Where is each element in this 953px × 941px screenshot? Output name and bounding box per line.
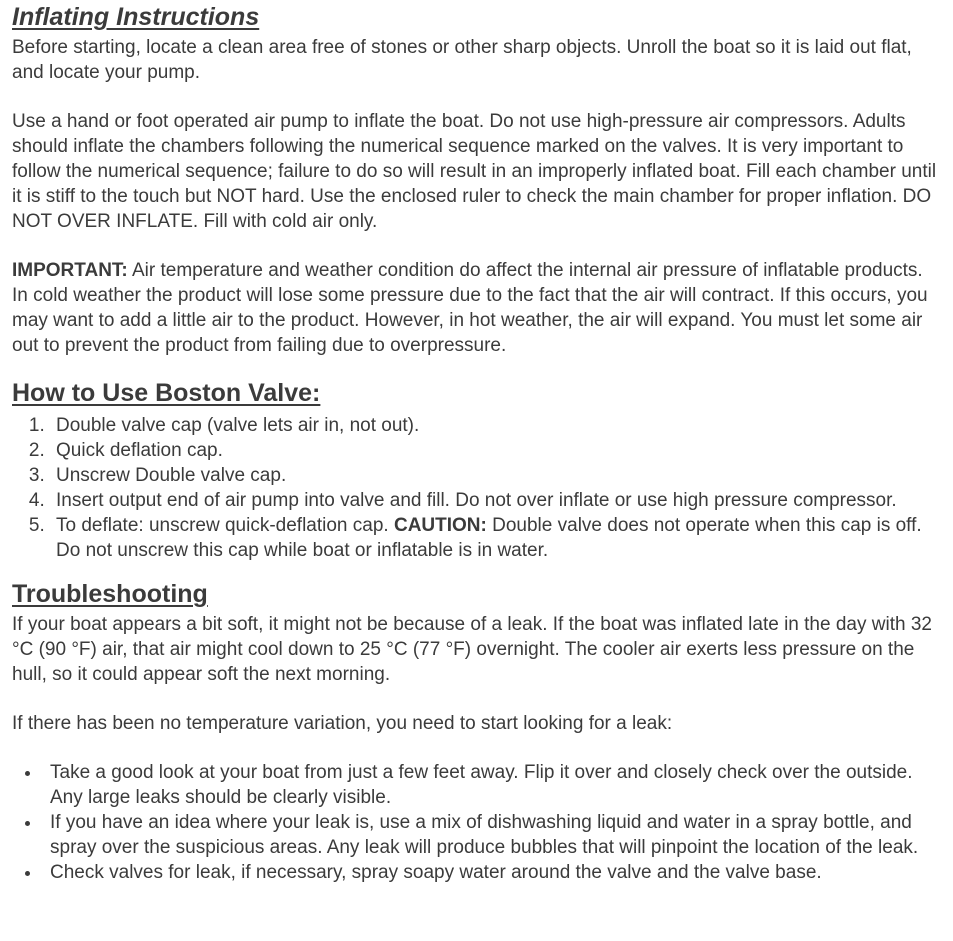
paragraph-pump-usage: Use a hand or foot operated air pump to inflate the boat. Do not use high-pressure air compressors. Adults should inflate the chambers following the numerical sequence marked on the valves. It is very important to follow the numerical sequence; failure to do so will result in an improperly inflated boat. Fill each chamber until it is stiff to the touch but NOT hard. Use the enclosed ruler to check the main chamber for proper inflation. DO NOT OVER INFLATE. Fill with cold air only. [12, 111, 937, 232]
valve-step-3: 3. Unscrew Double valve cap. [50, 463, 943, 488]
section-inflating-instructions [12, 2, 943, 358]
heading-inflating-instructions: Inflating Instructions [12, 3, 260, 31]
heading-troubleshooting: Troubleshooting [12, 580, 208, 608]
paragraph-prepare-area: Before starting, locate a clean area free of stones or other sharp objects. Unroll the boat so it is laid out flat, and locate your pump. [12, 37, 912, 83]
important-label: IMPORTANT: [12, 260, 128, 281]
section-troubleshooting [12, 579, 943, 885]
leak-check-visual-inspection: • Take a good look at your boat from just a few feet away. Flip it over and closely check over the outside. Any large leaks should be clearly visible. [42, 760, 943, 810]
heading-boston-valve: How to Use Boston Valve: [12, 379, 321, 407]
boston-valve-steps-list [12, 413, 943, 563]
leak-checks-list [12, 760, 943, 885]
paragraph-important [12, 258, 943, 358]
valve-step-2: 2. Quick deflation cap. [50, 438, 943, 463]
valve-step-4: 4. Insert output end of air pump into valve and fill. Do not over inflate or use high pressure compressor. [50, 488, 943, 513]
important-text: Air temperature and weather condition do affect the internal air pressure of inflatable products. In cold weather the product will lose some pressure due to the fact that the air will contract. If this occurs, you may want to add a little air to the product. However, in hot weather, the air will expand. You must let some air out to prevent the product from failing due to overpressure. [12, 260, 928, 356]
leak-check-valves: • Check valves for leak, if necessary, spray soapy water around the valve and the valve base. [42, 860, 943, 885]
valve-step-1: 1. Double valve cap (valve lets air in, not out). [50, 413, 943, 438]
section-boston-valve [12, 378, 943, 563]
valve-step-5-prefix: To deflate: unscrew quick-deflation cap. [56, 515, 394, 536]
paragraph-leak-intro: If there has been no temperature variation, you need to start looking for a leak: [12, 713, 673, 734]
valve-step-5-suffix: Double valve does not operate when this cap is off. Do not unscrew this cap while boat or inflatable is in water. [56, 515, 922, 561]
leak-check-soapy-spray: • If you have an idea where your leak is, use a mix of dishwashing liquid and water in a spray bottle, and spray over the suspicious areas. Any leak will produce bubbles that will pinpoint the location of the leak. [42, 810, 943, 860]
valve-step-5 [50, 513, 943, 563]
paragraph-soft-boat: If your boat appears a bit soft, it might not be because of a leak. If the boat was inflated late in the day with 32 °C (90 °F) air, that air might cool down to 25 °C (77 °F) overnight. The cooler air exerts less pressure on the hull, so it could appear soft the next morning. [12, 614, 932, 685]
caution-label: CAUTION: [393, 515, 487, 536]
